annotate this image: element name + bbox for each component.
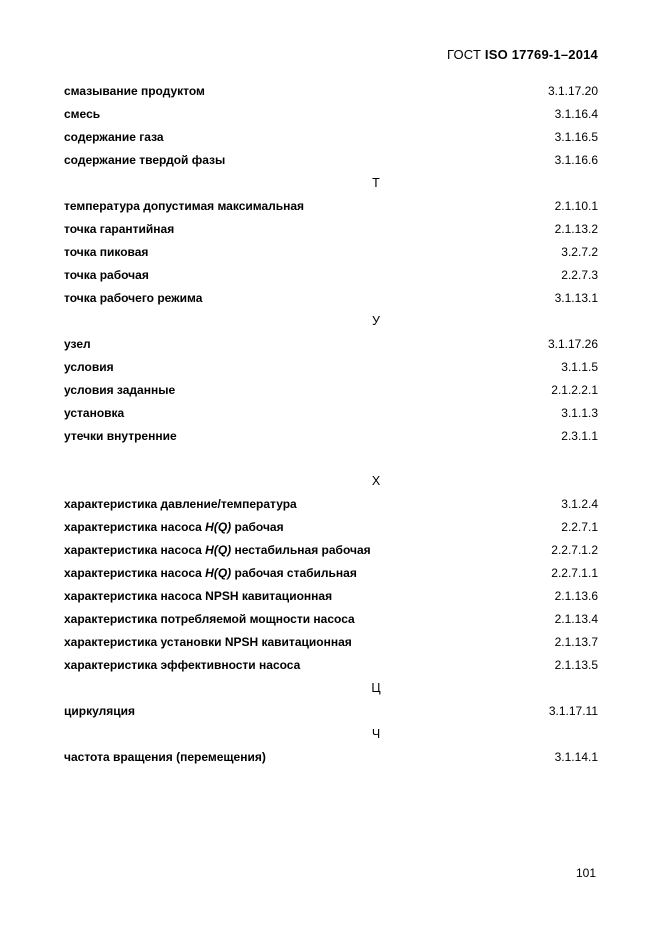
index-entry [64, 264, 598, 287]
index-reference: 3.1.1.3 [561, 406, 598, 420]
index-term: точка рабочая [64, 268, 149, 282]
index-entry [64, 80, 598, 103]
index-term: содержание твердой фазы [64, 153, 226, 167]
formula-hq: H(Q) [205, 520, 232, 534]
index-entry [64, 402, 598, 425]
index-term: циркуляция [64, 704, 135, 718]
index-reference: 2.1.13.7 [554, 635, 598, 649]
index-term: точка рабочего режима [64, 291, 203, 305]
index-reference: 3.1.2.4 [561, 497, 598, 511]
index-entry [64, 241, 598, 264]
index-reference: 3.1.1.5 [561, 360, 598, 374]
index-term: условия [64, 360, 114, 374]
index-term: условия заданные [64, 383, 176, 397]
index-entry [64, 539, 598, 562]
index-reference: 2.2.7.3 [561, 268, 598, 282]
index-entry [64, 493, 598, 516]
formula-hq: H(Q) [205, 543, 232, 557]
index-term: точка пиковая [64, 245, 149, 259]
index-term: смесь [64, 107, 101, 121]
index-entry [64, 287, 598, 310]
index-reference: 3.2.7.2 [561, 245, 598, 259]
index-term: характеристика насоса H(Q) нестабильная рабочая [64, 543, 371, 557]
document-header [447, 47, 598, 62]
index-term: характеристика потребляемой мощности насоса [64, 612, 355, 626]
index-reference: 2.1.13.2 [554, 222, 598, 236]
index-term: характеристика давление/температура [64, 497, 297, 511]
formula-hq: H(Q) [205, 566, 232, 580]
index-entry [64, 333, 598, 356]
index-reference: 3.1.16.5 [554, 130, 598, 144]
index-reference: 2.1.13.6 [554, 589, 598, 603]
index-entry [64, 218, 598, 241]
index-entry [64, 516, 598, 539]
index-term: содержание газа [64, 130, 164, 144]
index-reference: 2.1.13.5 [554, 658, 598, 672]
index-entry [64, 562, 598, 585]
section-letter: Х [371, 474, 381, 488]
index-entry [64, 654, 598, 677]
section-gap [64, 448, 598, 470]
index-entry [64, 608, 598, 631]
index-term: характеристика насоса NPSH кавитационная [64, 589, 333, 603]
index-entry [64, 103, 598, 126]
index-term: характеристика насоса H(Q) рабочая [64, 520, 284, 534]
index-entry [64, 149, 598, 172]
index-entry [64, 379, 598, 402]
index-entry [64, 195, 598, 218]
index-entry [64, 425, 598, 448]
index-reference: 3.1.16.6 [554, 153, 598, 167]
index-reference: 2.2.7.1.1 [551, 566, 598, 580]
header-standard-prefix: ГОСТ [446, 47, 482, 62]
index-term: характеристика эффективности насоса [64, 658, 301, 672]
header-standard-number: ISO 17769-1–2014 [484, 47, 598, 62]
index-reference: 3.1.17.11 [548, 704, 598, 718]
index-reference: 3.1.17.20 [547, 84, 598, 98]
index-term: характеристика насоса H(Q) рабочая стабильная [64, 566, 357, 580]
alphabetical-index [64, 80, 598, 769]
index-term: температура допустимая максимальная [64, 199, 305, 213]
index-reference: 2.1.10.1 [554, 199, 598, 213]
index-reference: 2.1.2.2.1 [551, 383, 598, 397]
index-reference: 2.3.1.1 [561, 429, 598, 443]
index-reference: 3.1.14.1 [554, 750, 598, 764]
index-entry [64, 585, 598, 608]
index-entry [64, 700, 598, 723]
section-letter: Ч [371, 727, 381, 741]
section-letter: Ц [371, 681, 381, 695]
index-term: установка [64, 406, 125, 420]
index-entry [64, 126, 598, 149]
section-letter: Т [372, 176, 380, 190]
section-letter: У [372, 314, 380, 328]
index-entry [64, 746, 598, 769]
index-term: точка гарантийная [64, 222, 175, 236]
index-reference: 3.1.13.1 [554, 291, 598, 305]
index-reference: 3.1.17.26 [547, 337, 598, 351]
index-term: частота вращения (перемещения) [64, 750, 266, 764]
index-term: узел [64, 337, 91, 351]
page-number: 101 [575, 866, 596, 880]
index-reference: 2.2.7.1 [561, 520, 598, 534]
index-reference: 2.2.7.1.2 [551, 543, 598, 557]
index-term: смазывание продуктом [64, 84, 205, 98]
index-term: характеристика установки NPSH кавитационная [64, 635, 352, 649]
index-reference: 3.1.16.4 [554, 107, 598, 121]
index-reference: 2.1.13.4 [554, 612, 598, 626]
index-entry [64, 356, 598, 379]
index-term: утечки внутренние [64, 429, 177, 443]
index-entry [64, 631, 598, 654]
